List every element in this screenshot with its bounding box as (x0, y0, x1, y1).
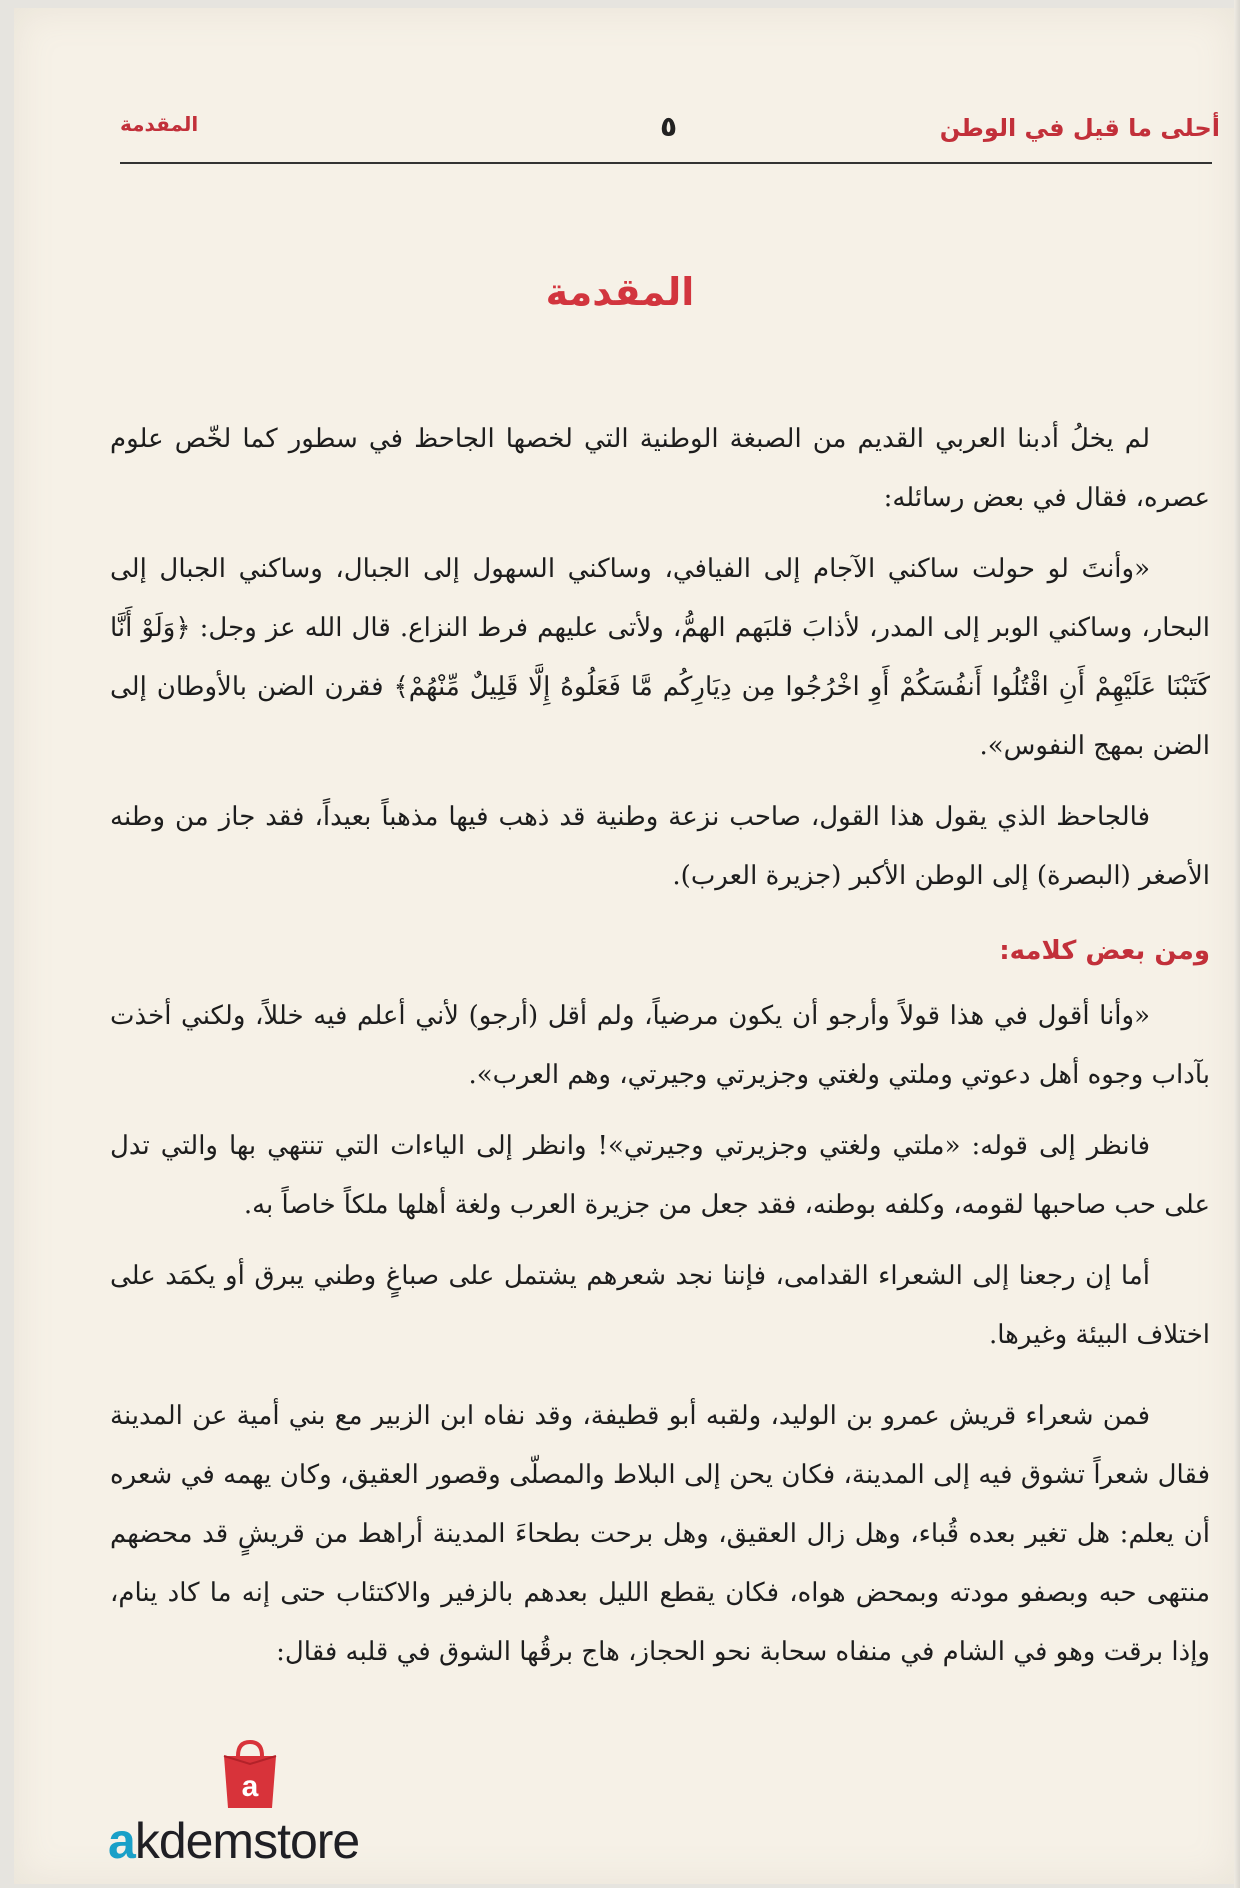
running-header (120, 110, 1220, 160)
brand-prefix: a (108, 1813, 135, 1869)
page-number: ٥ (660, 110, 678, 143)
paragraph: «وأنا أقول في هذا قولاً وأرجو أن يكون مرضياً، ولم أقل (أرجو) لأني أعلم فيه خللاً، ولكني أخذت بآداب وجوه أهل دعوتي وملتي ولغتي وجزيرتي وجيرتي، وهم العرب». (110, 1001, 1210, 1090)
body-text (110, 410, 1210, 1694)
subheading: ومن بعض كلامه: (999, 936, 1210, 966)
bag-letter: a (241, 1770, 259, 1803)
book-title: أحلى ما قيل في الوطن (939, 114, 1220, 142)
paragraph: «وأنتَ لو حولت ساكني الآجام إلى الفيافي، وساكني السهول إلى الجبال، وساكني الجبال إلى البحار، وساكني الوبر إلى المدر، لأذابَ قلبَهم الهمُّ، ولأتى عليهم فرط النزاع. قال الله عز وجل: ﴿وَلَوْ أَنَّا كَتَبْنَا عَلَيْهِمْ أَنِ اقْتُلُوا أَنفُسَكُمْ أَوِ اخْرُجُوا مِن دِيَارِكُم مَّا فَعَلُوهُ إِلَّا قَلِيلٌ مِّنْهُمْ﴾ فقرن الضن بالأوطان إلى الضن بمهج النفوس». (110, 554, 1210, 761)
header-divider (120, 162, 1212, 164)
paragraph: فمن شعراء قريش عمرو بن الوليد، ولقبه أبو قطيفة، وقد نفاه ابن الزبير مع بني أمية عن المدينة فقال شعراً تشوق فيه إلى المدينة، فكان يحن إلى البلاط والمصلّى وقصور العقيق، وكان يهمه في شعره أن يعلم: هل تغير بعده قُباء، وهل زال العقيق، وهل برحت بطحاءَ المدينة أراهط من قريشٍ قد محضهم منتهى حبه وبصفو مودته وبمحض هواه، فكان يقطع الليل بعدهم بالزفير والاكتئاب حتى إنه ما كاد ينام، وإذا برقت وهو في الشام في منفاه سحابة نحو الحجاز، هاج برقُها الشوق في قلبه فقال: (110, 1401, 1210, 1667)
brand-name (108, 1812, 359, 1870)
paragraph: لم يخلُ أدبنا العربي القديم من الصبغة الوطنية التي لخصها الجاحظ في سطور كما لخّص علوم عصره، فقال في بعض رسائله: (110, 424, 1210, 513)
shopping-bag-icon (218, 1738, 282, 1810)
chapter-title: المقدمة (545, 270, 695, 314)
section-name: المقدمة (120, 112, 199, 136)
paragraph: فالجاحظ الذي يقول هذا القول، صاحب نزعة وطنية قد ذهب فيها مذهباً بعيداً، فقد جاز من وطنه الأصغر (البصرة) إلى الوطن الأكبر (جزيرة العرب). (110, 802, 1210, 891)
paragraph: أما إن رجعنا إلى الشعراء القدامى، فإننا نجد شعرهم يشتمل على صباغٍ وطني يبرق أو يكمَد على اختلاف البيئة وغيرها. (110, 1261, 1210, 1350)
brand-rest: kdemstore (134, 1813, 360, 1869)
paragraph: فانظر إلى قوله: «ملتي ولغتي وجزيرتي وجيرتي»! وانظر إلى الياءات التي تنتهي بها والتي تدل على حب صاحبها لقومه، وكلفه بوطنه، فقد جعل من جزيرة العرب ولغة أهلها ملكاً خاصاً به. (110, 1131, 1210, 1220)
store-watermark (108, 1738, 398, 1868)
